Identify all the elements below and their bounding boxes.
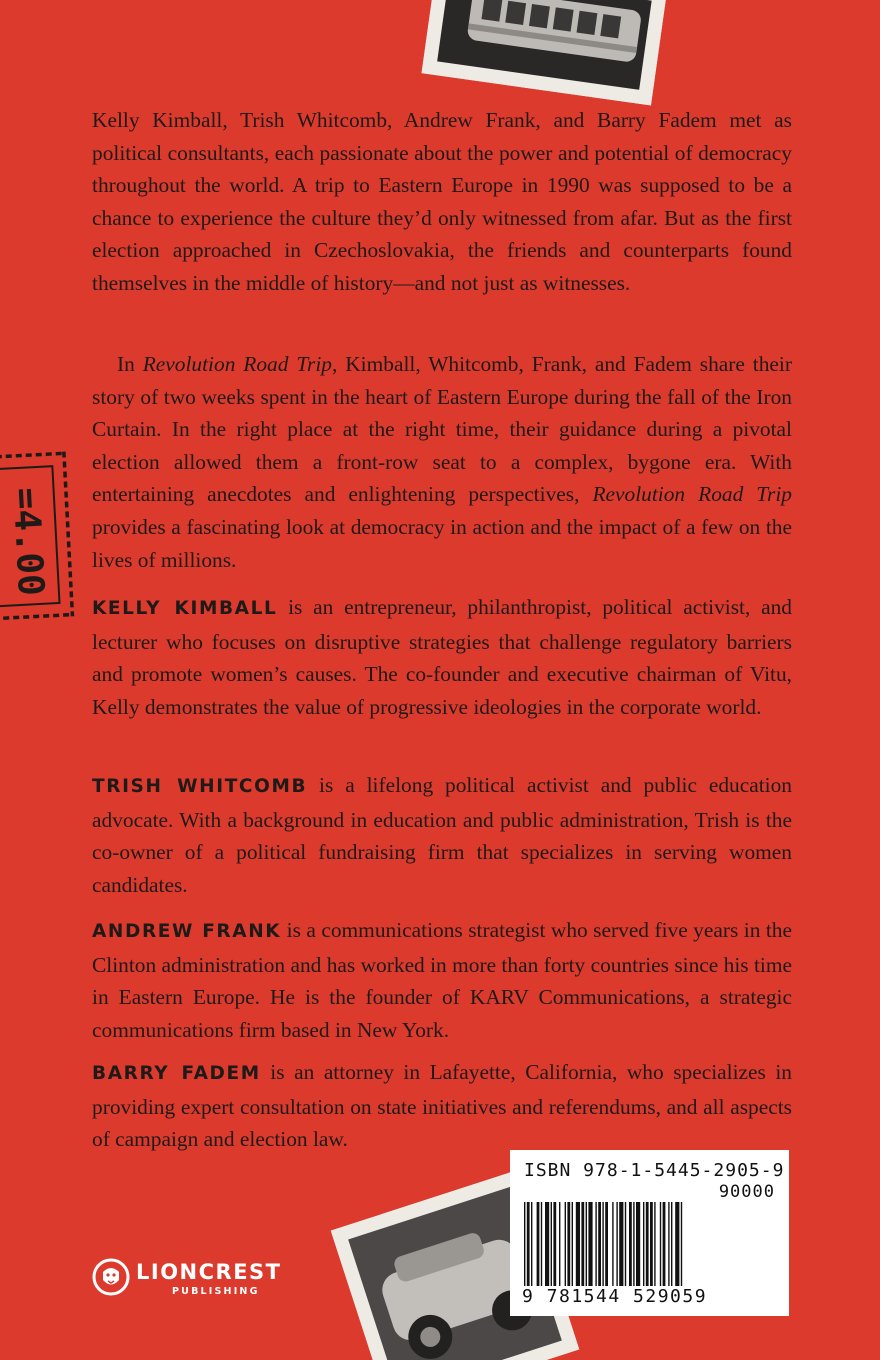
publisher-name: LIONCREST bbox=[136, 1260, 282, 1284]
barcode-bar bbox=[598, 1202, 601, 1294]
isbn-label: ISBN 978-1-5445-2905-9 bbox=[524, 1160, 785, 1181]
barcode-bar bbox=[559, 1202, 560, 1294]
barcode-bar bbox=[545, 1202, 549, 1294]
barcode-bar bbox=[586, 1202, 587, 1294]
barcode-bar bbox=[551, 1202, 552, 1294]
postage-stamp-left bbox=[0, 451, 74, 623]
barcode-bar bbox=[633, 1202, 634, 1294]
book-title: Revolution Road Trip bbox=[142, 352, 332, 376]
barcode-bar bbox=[531, 1202, 532, 1294]
bio-text: is a communications strategist who served five years in the Clinton administration and has worked in more than forty countries since his time in Eastern Europe. He is the founder of KARV Communications, a strategic communications firm based in New York. bbox=[92, 918, 792, 1042]
lion-icon bbox=[92, 1258, 130, 1296]
barcode-bar bbox=[650, 1202, 653, 1294]
barcode-bar bbox=[595, 1202, 596, 1294]
barcode-bar bbox=[671, 1202, 672, 1294]
train-stamp-top bbox=[421, 0, 666, 106]
bio-text: is a lifelong political activist and public education advocate. With a background in education and public administration, Trish is the co-owner of a political fundraising firm that specializes in serving women candidates. bbox=[92, 773, 792, 897]
barcode-bar bbox=[524, 1202, 525, 1294]
barcode-bar bbox=[605, 1202, 608, 1294]
stamp-value: =4.00 bbox=[4, 486, 52, 597]
bio-name: BARRY FADEM bbox=[92, 1063, 261, 1084]
barcode-bar bbox=[572, 1202, 573, 1294]
bio-text: is an attorney in Lafayette, California, who specializes in providing expert consultation on state initiatives and referendums, and all aspects of campaign and election law. bbox=[92, 1060, 793, 1152]
barcode-bar bbox=[660, 1202, 661, 1294]
barcode-bar bbox=[541, 1202, 542, 1294]
bio-text: is an entrepreneur, philanthropist, political activist, and lecturer who focuses on disruptive strategies that challenge regulatory barriers and promote women’s causes. The co-founder and executive chairman of Vitu, Kelly demonstrates the value of progressive ideologies in the corporate world. bbox=[92, 595, 792, 719]
barcode-bar bbox=[625, 1202, 626, 1294]
barcode-bar bbox=[565, 1202, 566, 1294]
book-title-repeat: Revolution Road Trip bbox=[592, 482, 792, 507]
barcode-bar bbox=[663, 1202, 666, 1294]
barcode-bar bbox=[537, 1202, 540, 1294]
barcode-bar bbox=[527, 1202, 530, 1294]
barcode-bar bbox=[567, 1202, 570, 1294]
barcode-bars bbox=[524, 1202, 775, 1294]
barcode-bar bbox=[588, 1202, 592, 1294]
bio-barry-fadem bbox=[92, 1056, 792, 1156]
barcode-bar bbox=[681, 1202, 682, 1294]
isbn-barcode-box bbox=[510, 1150, 789, 1316]
bio-name: TRISH WHITCOMB bbox=[92, 776, 308, 797]
publisher-sub: PUBLISHING bbox=[172, 1286, 260, 1297]
barcode-bar bbox=[553, 1202, 556, 1294]
barcode-bar bbox=[646, 1202, 649, 1294]
barcode-bar bbox=[581, 1202, 584, 1294]
barcode-bar bbox=[612, 1202, 613, 1294]
p2-end: provides a fascinating look at democracy in action and the impact of a few on the lives of millions. bbox=[92, 514, 792, 572]
barcode-digits: 9 781544 529059 bbox=[522, 1286, 708, 1307]
price-code: 90000 bbox=[718, 1182, 775, 1202]
bio-name: KELLY KIMBALL bbox=[92, 598, 278, 619]
barcode-bar bbox=[629, 1202, 632, 1294]
blurb-paragraph-2 bbox=[92, 348, 792, 576]
barcode-bar bbox=[576, 1202, 580, 1294]
publisher-logo bbox=[92, 1258, 292, 1298]
bio-trish-whitcomb bbox=[92, 769, 792, 901]
bio-name: ANDREW FRANK bbox=[92, 921, 282, 942]
barcode-bar bbox=[643, 1202, 644, 1294]
barcode-bar bbox=[668, 1202, 669, 1294]
barcode-bar bbox=[675, 1202, 679, 1294]
bio-andrew-frank bbox=[92, 914, 792, 1046]
p2-lead: In bbox=[117, 352, 143, 376]
barcode-bar bbox=[602, 1202, 603, 1294]
barcode-bar bbox=[654, 1202, 655, 1294]
barcode-bar bbox=[616, 1202, 617, 1294]
barcode-bar bbox=[619, 1202, 623, 1294]
bio-kelly-kimball bbox=[92, 591, 792, 723]
blurb-paragraph-1: Kelly Kimball, Trish Whitcomb, Andrew Frank, and Barry Fadem met as political consultants, each passionate about the power and potential of democracy throughout the world. A trip to Eastern Europe in 1990 was supposed to be a chance to experience the culture they’d only witnessed from afar. But as the first election approached in Czechoslovakia, the friends and counterparts found themselves in the middle of history—and not just as witnesses. bbox=[92, 108, 792, 295]
p2-mid: , Kimball, Whitcomb, Frank, and Fadem share their story of two weeks spent in the heart of Eastern Europe during the fall of the Iron Curtain. In the right place at the right time, their guidance during a pivotal election allowed them a front-row seat to a complex, bygone era. With entertaining anecdotes and enlightening perspectives, bbox=[92, 352, 792, 507]
barcode-bar bbox=[636, 1202, 640, 1294]
